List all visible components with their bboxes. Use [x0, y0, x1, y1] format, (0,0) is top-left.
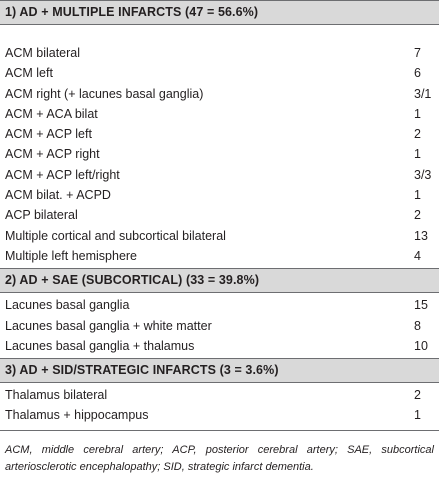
section-rows-1 [0, 41, 439, 268]
row-count: 7 [414, 46, 421, 60]
row-count: 2 [414, 208, 421, 223]
row-count: 3/1 [414, 86, 432, 101]
row-label: ACM + ACP right [5, 147, 100, 162]
row-label: ACM bilateral [5, 46, 81, 60]
table-row [0, 84, 439, 104]
table-row [0, 43, 439, 63]
row-count: 1 [414, 147, 421, 162]
table-row [0, 205, 439, 225]
section-rows-3 [0, 383, 439, 431]
row-label: ACM + ACP left/right [5, 167, 120, 182]
row-label: Multiple cortical and subcortical bilateral [5, 228, 226, 243]
row-count: 2 [414, 127, 421, 142]
table-row [0, 226, 439, 246]
row-count: 15 [414, 298, 428, 313]
section-spacer [0, 25, 439, 41]
row-count: 4 [414, 248, 421, 263]
row-label: Lacunes basal ganglia + thalamus [5, 338, 195, 353]
table-row [0, 165, 439, 185]
table-row [0, 63, 439, 83]
row-count: 3/3 [414, 167, 432, 182]
row-label: ACP bilateral [5, 208, 78, 223]
row-count: 10 [414, 338, 428, 353]
table-row [0, 295, 439, 315]
section-header-2: 2) AD + SAE (SUBCORTICAL) (33 = 39.8%) [0, 268, 439, 293]
table-row [0, 246, 439, 266]
section-rows-2 [0, 293, 439, 358]
row-label: Thalamus + hippocampus [5, 408, 149, 423]
row-label: ACM bilat. + ACPD [5, 188, 111, 203]
section-header-3: 3) AD + SID/STRATEGIC INFARCTS (3 = 3.6%) [0, 358, 439, 383]
table-footnote: ACM, middle cerebral artery; ACP, posterior cerebral artery; SAE, subcortical arteriosclerotic encephalopathy; SID, strategic infarct dementia. [5, 443, 434, 474]
row-count: 2 [414, 388, 421, 403]
row-count: 13 [414, 228, 428, 243]
row-count: 1 [414, 106, 421, 121]
row-label: ACM + ACA bilat [5, 106, 98, 121]
row-label: Lacunes basal ganglia + white matter [5, 318, 212, 333]
row-label: ACM right (+ lacunes basal ganglia) [5, 86, 204, 101]
row-label: Lacunes basal ganglia [5, 298, 130, 313]
row-count: 1 [414, 188, 421, 203]
table-row [0, 316, 439, 336]
table-row [0, 185, 439, 205]
table-row [0, 385, 439, 405]
row-count: 1 [414, 408, 421, 423]
row-label: ACM + ACP left [5, 127, 92, 142]
table-row [0, 144, 439, 164]
row-count: 6 [414, 66, 421, 81]
table-row [0, 104, 439, 124]
table-row [0, 405, 439, 425]
table-row [0, 124, 439, 144]
row-label: Multiple left hemisphere [5, 248, 138, 263]
table-row [0, 336, 439, 356]
section-header-1: 1) AD + MULTIPLE INFARCTS (47 = 56.6%) [0, 0, 439, 25]
row-label: ACM left [5, 66, 53, 81]
row-count: 8 [414, 318, 421, 333]
row-label: Thalamus bilateral [5, 388, 108, 403]
